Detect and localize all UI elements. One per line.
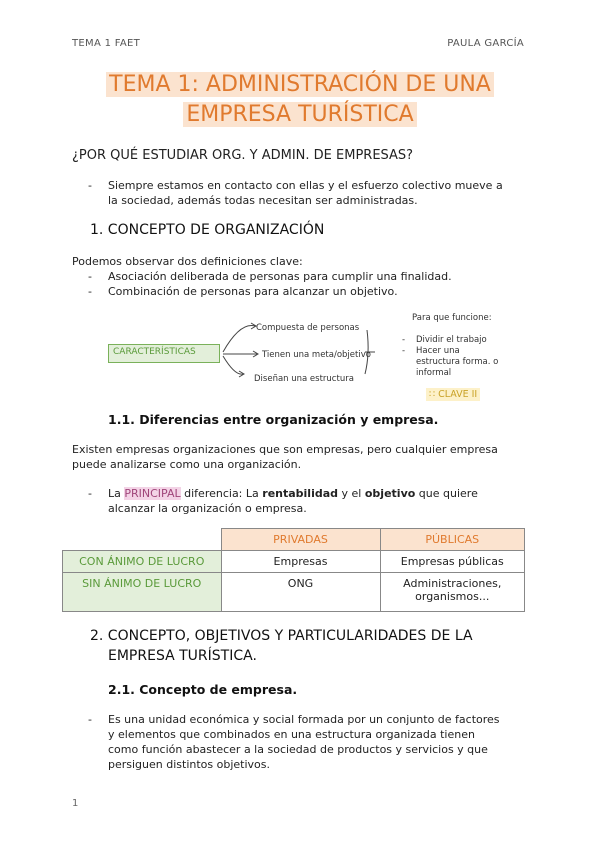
bullet-dash: - <box>88 713 92 726</box>
bullet-dash: - <box>88 179 92 192</box>
bold-rentabilidad: rentabilidad <box>262 487 339 500</box>
text-fragment: diferencia: La <box>184 487 259 500</box>
col-header-publicas: PÚBLICAS <box>380 529 525 551</box>
table-corner <box>63 529 222 551</box>
side-dash: - <box>402 335 406 345</box>
concept-line2: y elementos que combinados en una estructura organizada tienen <box>108 728 475 741</box>
question-heading: ¿POR QUÉ ESTUDIAR ORG. Y ADMIN. DE EMPRESAS? <box>72 148 414 163</box>
table-row <box>63 573 525 612</box>
text-fragment: que quiere <box>418 487 478 500</box>
table-cell-multiline <box>380 573 525 612</box>
cell-line: organismos... <box>415 590 490 603</box>
side-item-4: informal <box>416 368 452 378</box>
table-cell: Empresas <box>221 551 380 573</box>
side-item-1: Dividir el trabajo <box>416 335 487 345</box>
intro-bullet-line1: Siempre estamos en contacto con ellas y el esfuerzo colectivo mueve a <box>108 179 503 192</box>
table-cell: ONG <box>221 573 380 612</box>
clave-tag <box>426 388 480 401</box>
difference-bullet-line2: alcanzar la organización o empresa. <box>108 502 307 515</box>
table-header-row <box>63 529 525 551</box>
bold-objetivo: objetivo <box>364 487 416 500</box>
branch-1: Compuesta de personas <box>256 323 360 333</box>
bullet-dash: - <box>88 285 92 298</box>
branch-2: Tienen una meta/objetivo <box>262 350 371 360</box>
section2-heading-line1: 2. CONCEPTO, OBJETIVOS Y PARTICULARIDADES DE LA <box>90 628 473 644</box>
text-fragment: y el <box>341 487 362 500</box>
bullet-dash: - <box>88 487 92 500</box>
cell-line: Administraciones, <box>403 577 502 590</box>
side-dash: - <box>402 346 406 356</box>
sub-para-line2: puede analizarse como una organización. <box>72 458 302 471</box>
subsection-1-1-heading: 1.1. Diferencias entre organización y empresa. <box>108 412 439 427</box>
concept-line3: como función abastecer a la sociedad de productos y servicios y que <box>108 743 488 756</box>
section1-lead: Podemos observar dos definiciones clave: <box>72 255 303 268</box>
highlight-principal: PRINCIPAL <box>124 487 181 500</box>
side-item-2: Hacer una <box>416 346 460 356</box>
subsection-2-1-heading: 2.1. Concepto de empresa. <box>108 682 298 697</box>
title-line2: EMPRESA TURÍSTICA <box>183 102 416 127</box>
key-icon: ∷ <box>429 389 436 400</box>
table-row <box>63 551 525 573</box>
characteristics-box <box>108 344 220 363</box>
side-title: Para que funcione: <box>412 313 492 323</box>
difference-bullet-line1 <box>108 486 528 501</box>
side-item-3: estructura forma. o <box>416 357 499 367</box>
arrow-up <box>223 326 255 352</box>
intro-bullet-line2: la sociedad, además todas necesitan ser administradas. <box>108 194 418 207</box>
page-number: 1 <box>72 798 79 809</box>
bullet-dash: - <box>88 270 92 283</box>
sub-para-line1: Existen empresas organizaciones que son empresas, pero cualquier empresa <box>72 443 498 456</box>
branch-3: Diseñan una estructura <box>254 374 354 384</box>
concept-line1: Es una unidad económica y social formada por un conjunto de factores <box>108 713 500 726</box>
table-cell: Empresas públicas <box>380 551 525 573</box>
header-left: TEMA 1 FAET <box>72 38 141 49</box>
section1-bullet-1: Asociación deliberada de personas para cumplir una finalidad. <box>108 270 452 283</box>
clave-label: CLAVE II <box>438 389 478 400</box>
section1-bullet-2: Combinación de personas para alcanzar un objetivo. <box>108 285 398 298</box>
section1-heading: 1. CONCEPTO DE ORGANIZACIÓN <box>90 222 325 238</box>
org-table <box>62 528 525 612</box>
text-fragment: La <box>108 487 121 500</box>
col-header-privadas: PRIVADAS <box>221 529 380 551</box>
row-header-sin-animo: SIN ÁNIMO DE LUCRO <box>63 573 222 612</box>
section2-heading-line2: EMPRESA TURÍSTICA. <box>108 648 257 664</box>
page-title <box>0 70 600 130</box>
title-line1: TEMA 1: ADMINISTRACIÓN DE UNA <box>106 72 494 97</box>
header-right: PAULA GARCÍA <box>447 38 524 49</box>
concept-line4: persiguen distintos objetivos. <box>108 758 271 771</box>
row-header-con-animo: CON ÁNIMO DE LUCRO <box>63 551 222 573</box>
characteristics-label: CARACTERÍSTICAS <box>113 347 196 357</box>
